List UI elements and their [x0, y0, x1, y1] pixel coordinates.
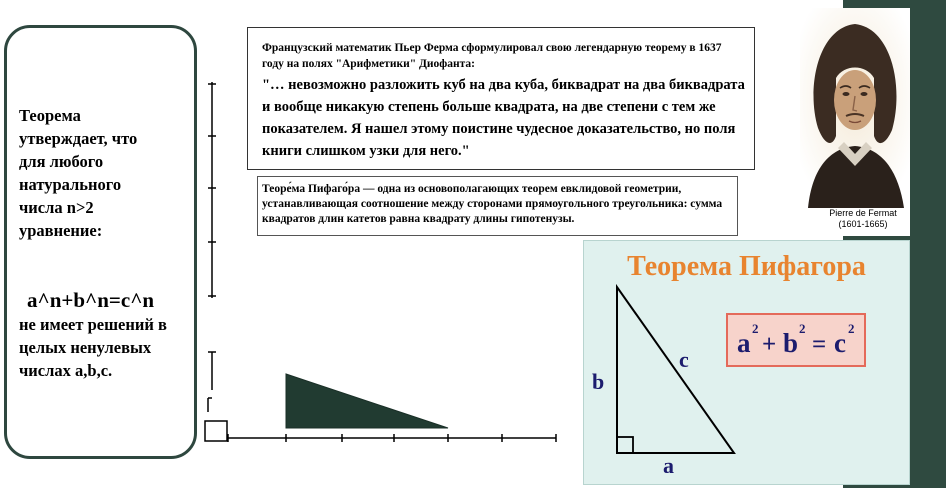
pythagoras-formula	[728, 315, 864, 365]
theorem-conclusion-text: не имеет решений в целых ненулевых числах a,b,c.	[19, 315, 167, 380]
formula-eq: =	[812, 331, 827, 358]
dark-triangle	[280, 370, 455, 432]
fermat-portrait	[800, 8, 910, 236]
pythagoras-definition: — одна из основополагающих теорем евклидовой геометрии, устанавливающая соотношение между сторонами прямоугольного треугольника: сумма квадратов длин катетов равна квадрату длины гипотенузы.	[262, 183, 723, 225]
portrait-caption	[812, 208, 914, 230]
formula-a: a	[737, 328, 751, 358]
pythagoras-definition-box	[257, 176, 738, 236]
formula-b: b	[783, 328, 799, 358]
hypotenuse-c-label: c	[679, 347, 689, 372]
theorem-statement-card	[4, 25, 197, 459]
portrait-image	[800, 8, 910, 208]
quote-intro-text: Французский математик Пьер Ферма сформулировал свою легендарную теорему в 1637 году на полях "Арифметики" Диофанта:	[262, 42, 722, 70]
pythagoras-card-title: Теорема Пифагора	[627, 251, 866, 282]
theorem-statement-text: Теорема утверждает, что для любого натурального числа n>2 уравнение:	[19, 106, 138, 240]
leg-a-label: a	[663, 453, 674, 478]
portrait-name: Pierre de Fermat	[829, 208, 897, 218]
fermat-equation: a^n+b^n=c^n	[27, 288, 155, 312]
portrait-years: (1601-1665)	[838, 219, 888, 229]
fermat-quote-box	[247, 27, 755, 170]
formula-c: c	[834, 328, 846, 358]
leg-b-label: b	[592, 369, 605, 394]
vertical-ruler	[200, 80, 224, 420]
formula-c-exp: 2	[848, 321, 855, 336]
pythagoras-theorem-card	[583, 240, 910, 485]
formula-b-exp: 2	[799, 321, 806, 336]
fermat-quote-text: "… невозможно разложить куб на два куба, биквадрат на два биквадрата и вообще никакую степень больше квадрата, на две степени с тем же показателем. Я нашел этому поистине чудесное доказательство, но поля книги слишком узки для него."	[262, 77, 745, 159]
pythagoras-definition-text	[262, 182, 734, 227]
pythagoras-formula-box	[726, 313, 866, 367]
formula-plus: +	[762, 331, 777, 358]
pythagoras-term: Теоре́ма Пифаго́ра	[262, 183, 361, 195]
formula-a-exp: 2	[752, 321, 759, 336]
